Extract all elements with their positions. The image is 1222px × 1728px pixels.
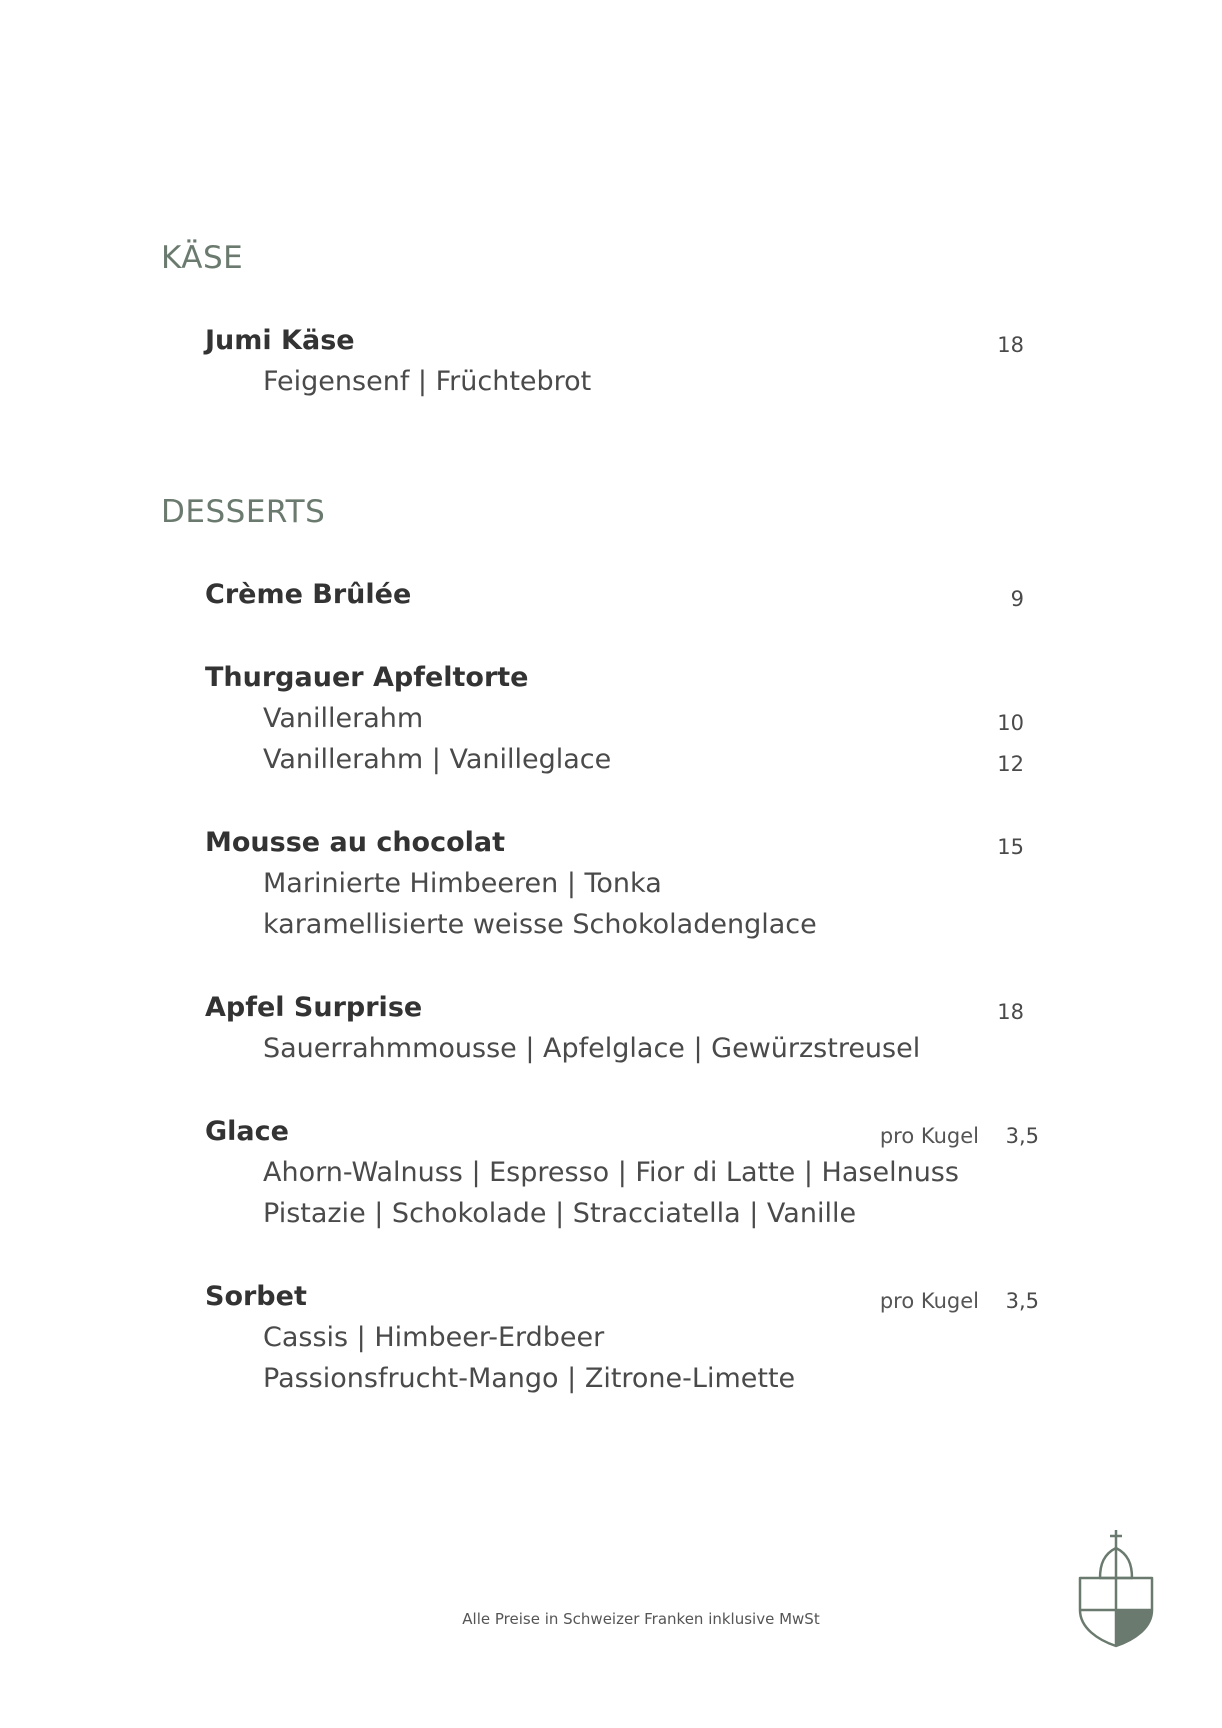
item-name-apfeltorte: Thurgauer Apfeltorte [205, 662, 529, 693]
item-name-glace: Glace [205, 1116, 289, 1147]
item-unit-glace: pro Kugel [879, 1124, 979, 1148]
item-name-apfel-surprise: Apfel Surprise [205, 992, 423, 1023]
item-desc-apfeltorte-2: Vanillerahm | Vanilleglace [263, 744, 612, 775]
item-desc-glace-1: Ahorn-Walnuss | Espresso | Fior di Latte | Haselnuss [263, 1157, 959, 1188]
item-price-apfeltorte-2: 12 [997, 752, 1024, 776]
item-desc-apfel-surprise: Sauerrahmmousse | Apfelglace | Gewürzstreusel [263, 1033, 921, 1064]
section-title-kaese: KÄSE [161, 240, 244, 276]
item-desc-mousse-1: Marinierte Himbeeren | Tonka [263, 868, 662, 899]
item-name-mousse: Mousse au chocolat [205, 827, 506, 858]
item-desc-glace-2: Pistazie | Schokolade | Stracciatella | Vanille [263, 1198, 857, 1229]
item-desc-jumi-kaese: Feigensenf | Früchtebrot [263, 366, 592, 397]
item-desc-sorbet-1: Cassis | Himbeer-Erdbeer [263, 1322, 605, 1353]
item-price-glace: 3,5 [1005, 1124, 1039, 1148]
item-name-sorbet: Sorbet [205, 1281, 307, 1312]
section-title-desserts: DESSERTS [161, 494, 326, 530]
item-price-creme-brulee: 9 [1010, 587, 1024, 611]
item-desc-apfeltorte-1: Vanillerahm [263, 703, 424, 734]
item-unit-sorbet: pro Kugel [879, 1289, 979, 1313]
item-price-apfel-surprise: 18 [997, 1000, 1024, 1024]
item-desc-sorbet-2: Passionsfrucht-Mango | Zitrone-Limette [263, 1363, 796, 1394]
item-name-creme-brulee: Crème Brûlée [205, 579, 412, 610]
item-price-mousse: 15 [997, 835, 1024, 859]
item-price-jumi-kaese: 18 [997, 333, 1024, 357]
item-desc-mousse-2: karamellisierte weisse Schokoladenglace [263, 909, 817, 940]
item-price-apfeltorte-1: 10 [997, 711, 1024, 735]
item-name-jumi-kaese: Jumi Käse [205, 325, 355, 356]
item-price-sorbet: 3,5 [1005, 1289, 1039, 1313]
church-shield-logo-icon [1076, 1528, 1156, 1648]
footer-price-note: Alle Preise in Schweizer Franken inklusive MwSt [462, 1610, 820, 1628]
